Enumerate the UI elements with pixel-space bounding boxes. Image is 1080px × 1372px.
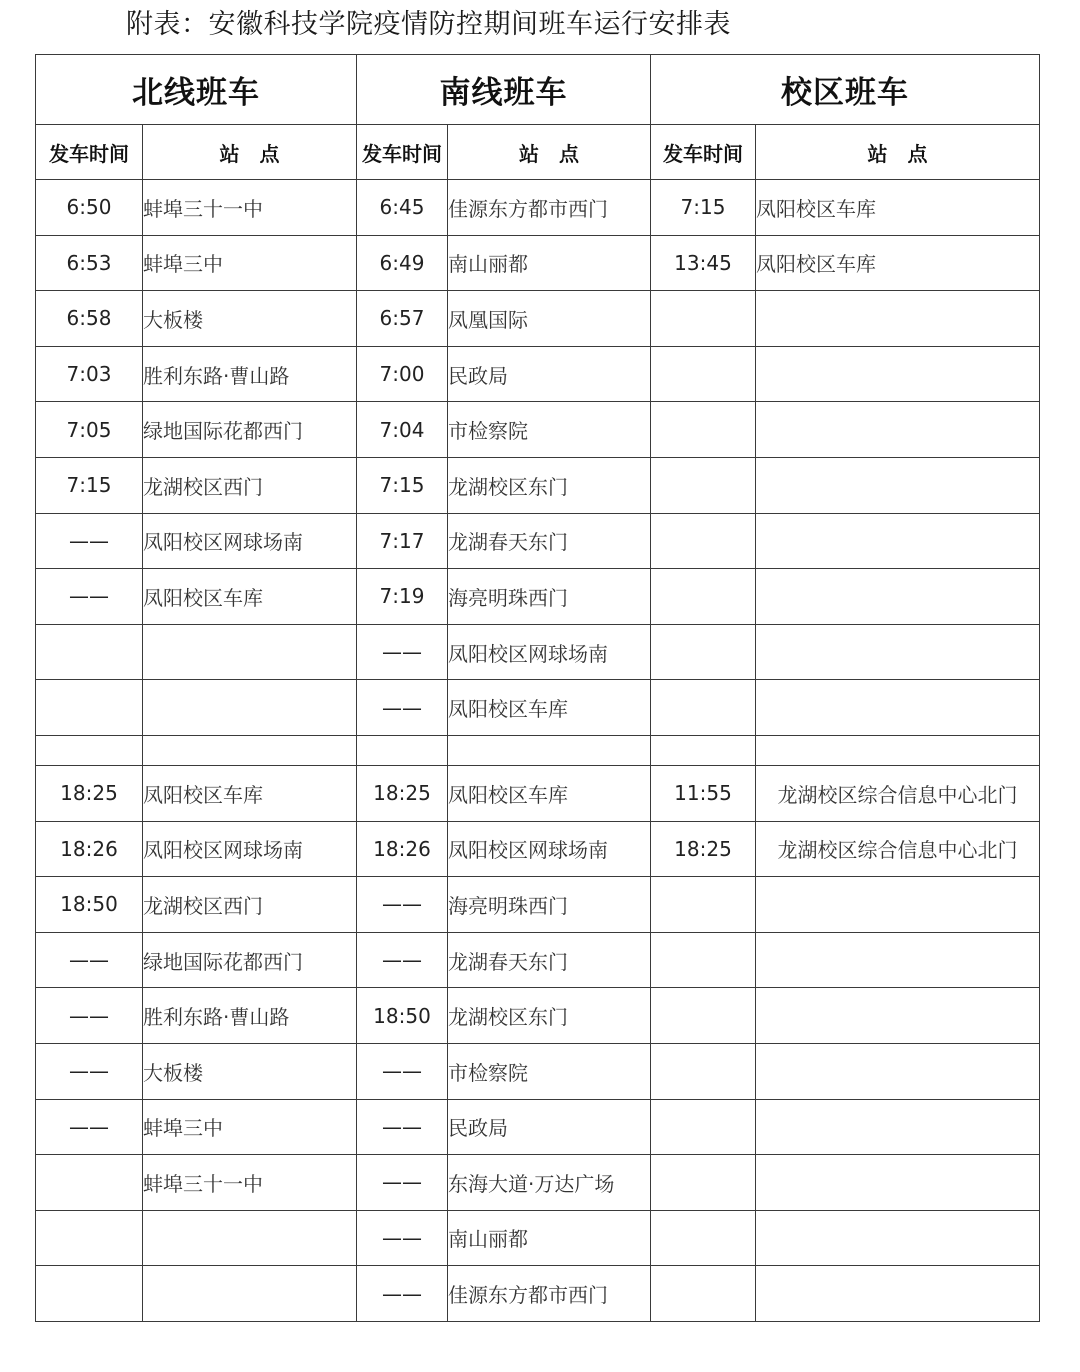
campus-station-cell	[756, 513, 1040, 569]
south-time-cell: ——	[357, 680, 448, 736]
campus-station-cell: 龙湖校区综合信息中心北门	[756, 765, 1040, 821]
south-time-cell: 7:00	[357, 346, 448, 402]
campus-time-cell	[651, 402, 756, 458]
campus-station-cell	[756, 1266, 1040, 1322]
south-station-cell: 龙湖春天东门	[448, 932, 651, 988]
group-header-row	[36, 55, 1040, 125]
south-station-cell: 民政局	[448, 1099, 651, 1155]
north-station-cell: 胜利东路·曹山路	[143, 988, 357, 1044]
campus-time-cell: 7:15	[651, 180, 756, 236]
south-time-cell: ——	[357, 877, 448, 933]
campus-station-cell	[756, 877, 1040, 933]
campus-station-cell	[756, 1155, 1040, 1211]
campus-time-cell	[651, 1266, 756, 1322]
separator-cell	[448, 735, 651, 765]
south-time-cell: 6:49	[357, 235, 448, 291]
north-time-cell: 18:50	[36, 877, 143, 933]
north-station-cell: 胜利东路·曹山路	[143, 346, 357, 402]
north-station-cell: 蚌埠三十一中	[143, 180, 357, 236]
evening-schedule-row	[36, 1043, 1040, 1099]
south-time-cell: 18:25	[357, 765, 448, 821]
south-time-cell: ——	[357, 1266, 448, 1322]
campus-time-cell	[651, 877, 756, 933]
morning-schedule-row	[36, 235, 1040, 291]
north-time-cell: ——	[36, 569, 143, 625]
south-time-cell: 6:57	[357, 291, 448, 347]
bus-schedule-table	[35, 54, 1040, 1322]
separator-cell	[36, 735, 143, 765]
north-time-cell	[36, 624, 143, 680]
south-station-cell: 海亮明珠西门	[448, 569, 651, 625]
campus-station-cell	[756, 457, 1040, 513]
morning-schedule-row	[36, 457, 1040, 513]
north-station-cell	[143, 1266, 357, 1322]
campus-time-cell	[651, 932, 756, 988]
north-time-cell: 6:53	[36, 235, 143, 291]
campus-station-cell	[756, 569, 1040, 625]
campus-time-cell	[651, 1210, 756, 1266]
north-station-cell	[143, 680, 357, 736]
north-time-cell	[36, 1266, 143, 1322]
campus-station-cell	[756, 988, 1040, 1044]
south-station-cell: 佳源东方都市西门	[448, 180, 651, 236]
separator-cell	[756, 735, 1040, 765]
campus-time-cell	[651, 680, 756, 736]
north-time-cell: 18:25	[36, 765, 143, 821]
north-time-cell: 7:03	[36, 346, 143, 402]
campus-time-cell: 11:55	[651, 765, 756, 821]
north-time-cell: 6:58	[36, 291, 143, 347]
evening-schedule-row	[36, 1099, 1040, 1155]
campus-time-header: 发车时间	[651, 125, 756, 180]
south-time-cell: 7:04	[357, 402, 448, 458]
campus-time-cell	[651, 624, 756, 680]
morning-schedule-row	[36, 624, 1040, 680]
campus-station-cell	[756, 932, 1040, 988]
north-station-cell: 大板楼	[143, 1043, 357, 1099]
north-station-cell: 龙湖校区西门	[143, 457, 357, 513]
north-time-cell	[36, 680, 143, 736]
north-time-cell: ——	[36, 932, 143, 988]
south-station-cell: 龙湖校区东门	[448, 988, 651, 1044]
north-line-header: 北线班车	[36, 55, 357, 125]
south-time-cell: ——	[357, 1043, 448, 1099]
north-station-cell: 龙湖校区西门	[143, 877, 357, 933]
campus-time-cell	[651, 457, 756, 513]
campus-station-cell	[756, 291, 1040, 347]
campus-station-cell: 凤阳校区车库	[756, 235, 1040, 291]
north-time-cell: ——	[36, 988, 143, 1044]
south-time-cell: 18:50	[357, 988, 448, 1044]
campus-station-cell	[756, 346, 1040, 402]
morning-schedule-row	[36, 513, 1040, 569]
campus-time-cell	[651, 988, 756, 1044]
north-station-header: 站 点	[143, 125, 357, 180]
north-station-cell	[143, 1210, 357, 1266]
north-time-cell	[36, 1155, 143, 1211]
evening-schedule-row	[36, 988, 1040, 1044]
south-time-cell: 7:17	[357, 513, 448, 569]
north-station-cell: 蚌埠三十一中	[143, 1155, 357, 1211]
document-title: 附表：安徽科技学院疫情防控期间班车运行安排表	[126, 9, 731, 40]
separator-cell	[651, 735, 756, 765]
campus-line-header: 校区班车	[651, 55, 1040, 125]
south-time-cell: 7:19	[357, 569, 448, 625]
north-time-cell: 7:05	[36, 402, 143, 458]
campus-time-cell	[651, 1099, 756, 1155]
north-time-cell: 6:50	[36, 180, 143, 236]
south-station-header: 站 点	[448, 125, 651, 180]
north-station-cell: 蚌埠三中	[143, 1099, 357, 1155]
evening-schedule-row	[36, 932, 1040, 988]
campus-time-cell	[651, 346, 756, 402]
south-time-cell: ——	[357, 1099, 448, 1155]
north-station-cell: 凤阳校区车库	[143, 765, 357, 821]
south-time-cell: ——	[357, 932, 448, 988]
south-time-cell: ——	[357, 1155, 448, 1211]
schedule-body	[36, 55, 1040, 1322]
south-station-cell: 龙湖春天东门	[448, 513, 651, 569]
campus-station-cell	[756, 1210, 1040, 1266]
morning-schedule-row	[36, 569, 1040, 625]
south-station-cell: 龙湖校区东门	[448, 457, 651, 513]
north-time-cell: ——	[36, 1043, 143, 1099]
south-station-cell: 凤阳校区网球场南	[448, 624, 651, 680]
north-station-cell: 凤阳校区网球场南	[143, 513, 357, 569]
north-time-cell: ——	[36, 513, 143, 569]
campus-station-cell	[756, 402, 1040, 458]
north-time-cell	[36, 1210, 143, 1266]
separator-row	[36, 735, 1040, 765]
north-station-cell: 凤阳校区网球场南	[143, 821, 357, 877]
north-time-cell: ——	[36, 1099, 143, 1155]
campus-station-cell	[756, 624, 1040, 680]
campus-station-cell	[756, 1043, 1040, 1099]
south-time-cell: 7:15	[357, 457, 448, 513]
north-station-cell: 绿地国际花都西门	[143, 402, 357, 458]
south-station-cell: 市检察院	[448, 1043, 651, 1099]
separator-cell	[143, 735, 357, 765]
campus-time-cell	[651, 513, 756, 569]
campus-station-cell	[756, 680, 1040, 736]
south-station-cell: 南山丽都	[448, 235, 651, 291]
evening-schedule-row	[36, 877, 1040, 933]
south-station-cell: 海亮明珠西门	[448, 877, 651, 933]
south-time-cell: 18:26	[357, 821, 448, 877]
south-time-cell: ——	[357, 624, 448, 680]
campus-time-cell	[651, 1043, 756, 1099]
evening-schedule-row	[36, 1266, 1040, 1322]
south-station-cell: 佳源东方都市西门	[448, 1266, 651, 1322]
column-header-row	[36, 125, 1040, 180]
north-station-cell	[143, 624, 357, 680]
south-station-cell: 民政局	[448, 346, 651, 402]
south-time-cell: ——	[357, 1210, 448, 1266]
campus-time-cell	[651, 569, 756, 625]
morning-schedule-row	[36, 402, 1040, 458]
north-station-cell: 凤阳校区车库	[143, 569, 357, 625]
campus-time-cell: 18:25	[651, 821, 756, 877]
campus-time-cell: 13:45	[651, 235, 756, 291]
south-station-cell: 凤凰国际	[448, 291, 651, 347]
campus-time-cell	[651, 291, 756, 347]
north-station-cell: 大板楼	[143, 291, 357, 347]
south-line-header: 南线班车	[357, 55, 651, 125]
south-station-cell: 东海大道·万达广场	[448, 1155, 651, 1211]
north-station-cell: 绿地国际花都西门	[143, 932, 357, 988]
morning-schedule-row	[36, 346, 1040, 402]
north-time-cell: 18:26	[36, 821, 143, 877]
south-station-cell: 市检察院	[448, 402, 651, 458]
campus-station-header: 站 点	[756, 125, 1040, 180]
south-station-cell: 凤阳校区车库	[448, 680, 651, 736]
north-station-cell: 蚌埠三中	[143, 235, 357, 291]
separator-cell	[357, 735, 448, 765]
evening-schedule-row	[36, 1155, 1040, 1211]
campus-station-cell: 龙湖校区综合信息中心北门	[756, 821, 1040, 877]
evening-schedule-row	[36, 1210, 1040, 1266]
evening-schedule-row	[36, 765, 1040, 821]
morning-schedule-row	[36, 291, 1040, 347]
south-time-cell: 6:45	[357, 180, 448, 236]
campus-time-cell	[651, 1155, 756, 1211]
campus-station-cell	[756, 1099, 1040, 1155]
morning-schedule-row	[36, 680, 1040, 736]
south-time-header: 发车时间	[357, 125, 448, 180]
north-time-header: 发车时间	[36, 125, 143, 180]
evening-schedule-row	[36, 821, 1040, 877]
morning-schedule-row	[36, 180, 1040, 236]
south-station-cell: 凤阳校区车库	[448, 765, 651, 821]
north-time-cell: 7:15	[36, 457, 143, 513]
south-station-cell: 南山丽都	[448, 1210, 651, 1266]
campus-station-cell: 凤阳校区车库	[756, 180, 1040, 236]
south-station-cell: 凤阳校区网球场南	[448, 821, 651, 877]
